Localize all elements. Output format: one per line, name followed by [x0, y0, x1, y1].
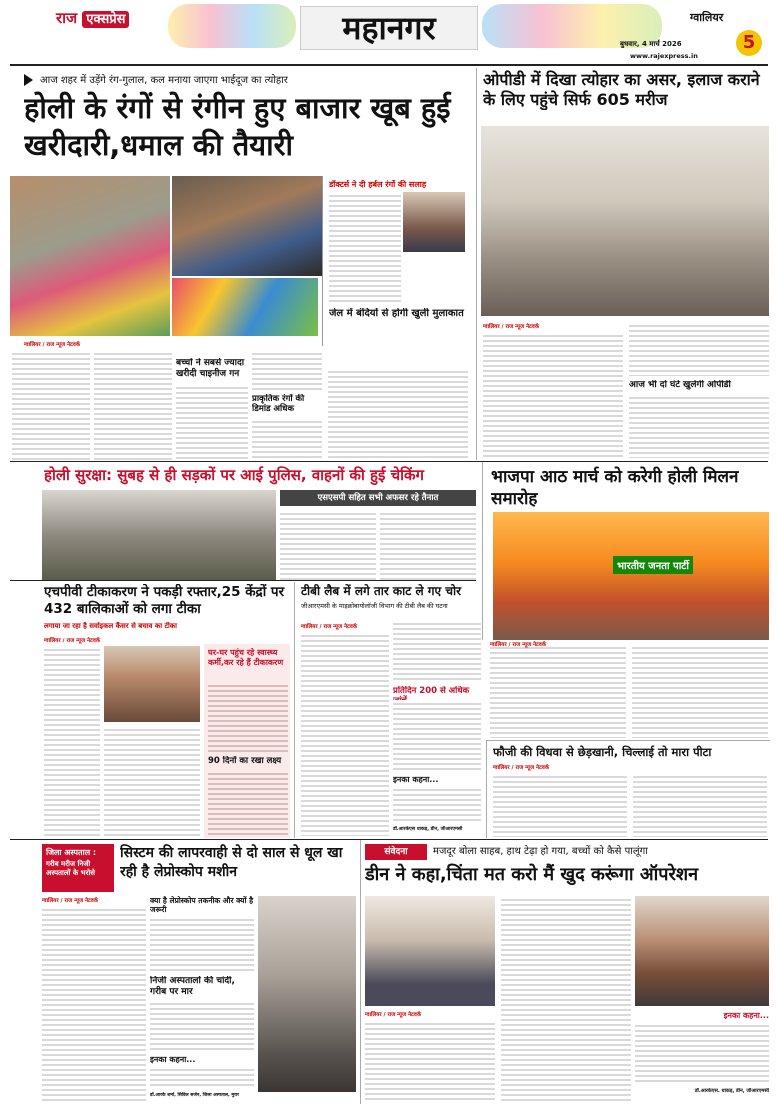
- story5-box-head: घर-घर पहुंच रहे स्वास्थ्य कर्मी,कर रहे हैं टीकाकरण: [208, 648, 284, 667]
- story1-text-col4: [252, 350, 322, 390]
- doctor-head: डॉक्टर्स ने दी हर्बल रंगों की सलाह: [329, 180, 427, 189]
- story5-kicker: लगाया जा रहा है सर्वाइकल कैंसर से बचाव का टीका: [44, 622, 177, 630]
- story-holi-market: [10, 68, 468, 460]
- story7-headline: फौजी की विधवा से छेड़खानी, चिल्लाई तो मारा पीटा: [493, 745, 712, 759]
- story2-sub: आज भी दो घंटे खुलेगी ओपीडी: [629, 380, 731, 390]
- doctor-box: [322, 176, 468, 346]
- story1-sub2: प्राकृतिक रंगों की डिमांड अधिक: [252, 394, 305, 414]
- story-opd: [476, 68, 770, 460]
- story1-byline: ग्वालियर / राज न्यूज नेटवर्क: [24, 342, 81, 348]
- story8-byline: ग्वालियर / राज न्यूज नेटवर्क: [42, 898, 99, 904]
- story2-text-col1: [483, 332, 623, 458]
- story5-text-col1: [44, 646, 100, 836]
- story-bjp: [482, 462, 770, 640]
- story-holi-security: [10, 462, 476, 580]
- story8-tag-sub: गरीब मरीज निजी अस्पतालों के भरोसे: [46, 860, 95, 877]
- story2-text-col2: [629, 322, 769, 376]
- story5-box: [204, 644, 290, 838]
- story1-text-col2: [94, 350, 172, 460]
- photo-dean: [365, 896, 495, 1006]
- story1-kicker: आज शहर में उड़ेंगे रंग-गुलाल, कल मनाया जाएगा भाईदूज का त्योहार: [40, 75, 288, 86]
- story9-text-col1: [365, 1020, 495, 1102]
- jail-head: जेल में बंदियों से होगी खुली मुलाकात: [329, 308, 464, 319]
- story6-byline: ग्वालियर / राज न्यूज नेटवर्क: [301, 624, 358, 630]
- story8-quote-by: डॉ.आरके शर्मा, सिविल सर्जन, जिला अस्पताल, मुरार: [150, 1093, 240, 1098]
- story4-byline: ग्वालियर / राज न्यूज नेटवर्क: [490, 642, 547, 648]
- story-lepro: [10, 840, 356, 1104]
- story8-sub2: निजी अस्पतालों की चांदी, गरीब पर मार: [150, 976, 235, 997]
- story-hpv: [10, 582, 290, 838]
- story8-text-col2: [150, 916, 254, 972]
- masthead-rule: [10, 64, 768, 66]
- story-widow: [486, 740, 770, 838]
- date-line: बुधवार, 4 मार्च 2026: [620, 40, 682, 48]
- story5-headline: एचपीवी टीकाकरण ने पकड़ी रफ्तार,25 केंद्रों पर 432 बालिकाओं को लगा टीका: [44, 584, 285, 617]
- story5-byline: ग्वालियर / राज न्यूज नेटवर्क: [44, 638, 101, 644]
- story1-text-col3: [176, 384, 248, 460]
- story3-text-col2: [380, 510, 476, 580]
- story1-text-col6: [328, 368, 468, 460]
- doctor-text: [329, 192, 401, 302]
- story9-tag: संवेदना: [365, 844, 427, 860]
- site-url: www.rajexpress.in: [630, 52, 698, 60]
- story8-text-col3: [150, 1000, 254, 1050]
- story9-text-col2: [501, 896, 631, 1102]
- masthead: [0, 0, 778, 66]
- story9-kicker: मजदूर बोला साहब, हाथ टेढ़ा हो गया, बच्चों को कैसे पालूंगा: [433, 846, 648, 857]
- story6-text-col2: [393, 620, 481, 682]
- row-rule-2: [10, 580, 476, 581]
- section-title: महानगर: [342, 9, 436, 47]
- story5-box-text: [208, 682, 288, 752]
- brand-raj: राज: [56, 9, 78, 27]
- story6-quote-by: डॉ.आरकेएस धाकड़, डीन, जीआरएमसी: [393, 827, 463, 832]
- story6-quote-text: [393, 786, 481, 822]
- photo-water-guns: [172, 278, 318, 336]
- color-splash-left: [168, 4, 296, 48]
- brand-logo: [56, 8, 166, 32]
- story3-sub: एसएसपी सहित सभी अफसर रहे तैनात: [280, 490, 476, 506]
- story1-headline: होली के रंगों से रंगीन हुए बाजार खूब हुई खरीदारी,धमाल की तैयारी: [24, 91, 451, 162]
- photo-shop: [172, 176, 322, 276]
- photo-worker: [635, 896, 769, 1006]
- story9-headline: डीन ने कहा,चिंता मत करो मैं खुद करूंगा ऑपरेशन: [365, 864, 699, 885]
- story8-tag: जिला अस्पताल :: [46, 848, 97, 857]
- story6-quote-head: इनका कहना...: [393, 775, 439, 784]
- story8-sub1: क्या है लेप्रोस्कोप तकनीक और क्यों है जरूरी: [150, 896, 254, 914]
- bjp-banner: भारतीय जनता पार्टी: [613, 556, 693, 574]
- story6-headline: टीबी लैब में लगे तार काट ले गए चोर: [301, 584, 461, 598]
- story5-box-text2: [208, 770, 288, 836]
- story8-quote-head: इनका कहना...: [150, 1055, 196, 1064]
- story8-text-col1: [42, 906, 146, 1102]
- story7-byline: ग्वालियर / राज न्यूज नेटवर्क: [493, 765, 550, 771]
- story-dean: [360, 840, 770, 1104]
- photo-color-market: [10, 176, 170, 336]
- doctor-photo: [403, 192, 465, 252]
- brand-express: एक्सप्रेस: [82, 11, 129, 28]
- city-label: ग्वालियर: [690, 11, 724, 24]
- story2-headline: ओपीडी में दिखा त्योहार का असर, इलाज कराने के लिए पहुंचे सिर्फ 605 मरीज: [483, 70, 760, 109]
- story4-text-col2: [632, 644, 768, 738]
- story2-byline: ग्वालियर / राज न्यूज नेटवर्क: [483, 324, 540, 330]
- story9-quote-by: डॉ.आरकेएस. धाकड़, डीन, जीआरएमसी: [694, 1088, 769, 1094]
- story6-sub: प्रतिदिन 200 से अधिक: [393, 686, 470, 696]
- story6-text-col3: [393, 700, 481, 770]
- story4-headline: भाजपा आठ मार्च को करेगी होली मिलन समारोह: [491, 467, 739, 509]
- photo-opd: [481, 126, 769, 316]
- story-tb-lab: [294, 582, 482, 838]
- story1-sub1: बच्चों ने सबसे ज्यादा खरीदी चाइनीज गन: [176, 358, 245, 379]
- story7-text-col2: [633, 773, 767, 837]
- story9-quote-head: इनका कहना...: [723, 1011, 769, 1020]
- story9-byline: ग्वालियर / राज न्यूज नेटवर्क: [365, 1012, 422, 1018]
- story3-headline-text: होली सुरक्षा: सुबह से ही सड़कों पर आई पुलिस, वाहनों की हुई चेकिंग: [44, 466, 424, 484]
- story1-text-col1: [12, 350, 90, 460]
- photo-bjp-meeting: [493, 512, 769, 640]
- story2-text-col3: [629, 394, 769, 458]
- story1-text-col5: [252, 418, 322, 460]
- story4-text-col1: [490, 644, 626, 738]
- page-number: 5: [736, 30, 762, 56]
- story8-quote-text: [150, 1066, 254, 1088]
- story8-tag-box: [42, 844, 114, 892]
- story6-kicker: जीआरएमसी के माइक्रोबायोलॉजी विभाग की टीबी लैब की घटना: [301, 602, 448, 610]
- kicker-arrow: [24, 74, 33, 86]
- story7-text-col1: [493, 773, 627, 837]
- photo-police: [42, 490, 276, 580]
- story5-text-col2: [104, 726, 200, 836]
- story6-text-col1: [301, 632, 389, 836]
- photo-lepro-machine: [258, 896, 356, 1092]
- story3-text-col1: [280, 510, 376, 580]
- story3-headline: [44, 464, 474, 486]
- photo-vaccination: [104, 646, 200, 722]
- story5-sub: 90 दिनों का रखा लक्ष्य: [208, 756, 282, 766]
- story8-headline: सिस्टम की लापरवाही से दो साल से धूल खा रही है लेप्रोस्कोप मशीन: [120, 845, 343, 880]
- story9-quote-text: [635, 1022, 769, 1084]
